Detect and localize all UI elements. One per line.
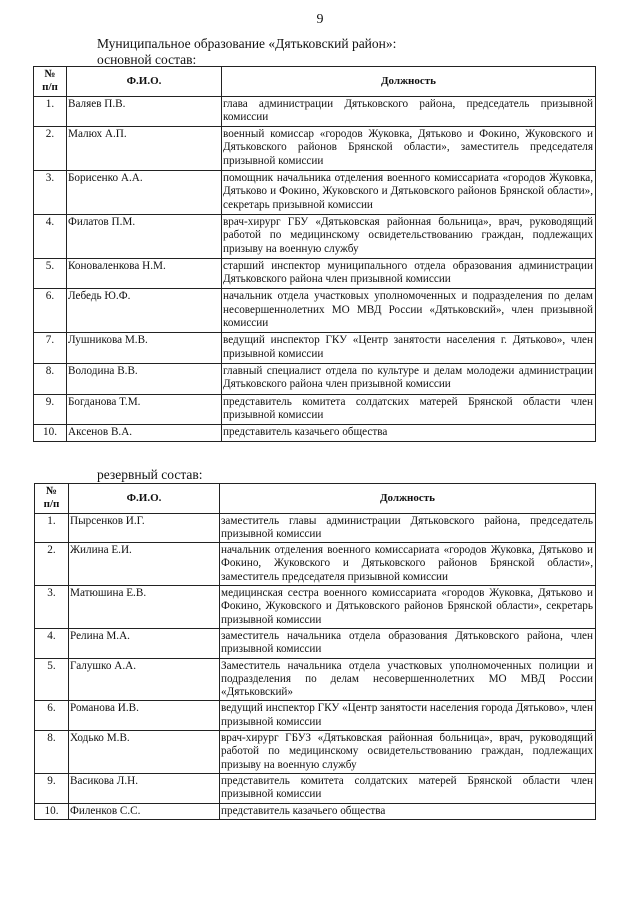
row-number: 5. (34, 258, 67, 289)
main-composition-table (33, 66, 596, 442)
row-number: 9. (34, 394, 67, 425)
member-name: Васикова Л.Н. (69, 773, 220, 803)
table-row (35, 701, 596, 731)
member-position: представитель комитета солдатских матерей Брянской области член призывной комиссии (222, 394, 596, 425)
column-header-position: Должность (222, 67, 596, 97)
member-name: Володина В.В. (67, 363, 222, 394)
member-name: Ходько М.В. (69, 731, 220, 774)
table-row (35, 773, 596, 803)
row-number: 6. (35, 701, 69, 731)
member-name: Валяев П.В. (67, 96, 222, 127)
row-number: 10. (34, 425, 67, 442)
member-name: Галушко А.А. (69, 658, 220, 701)
column-header-name: Ф.И.О. (67, 67, 222, 97)
member-position: глава администрации Дятьковского района, председатель призывной комиссии (222, 96, 596, 127)
member-position: военный комиссар «городов Жуковка, Дятьково и Фокино, Жуковского и Дятьковского районов Брянской области», заместитель председателя призывной комиссии (222, 127, 596, 171)
row-number: 2. (34, 127, 67, 171)
member-name: Лебедь Ю.Ф. (67, 289, 222, 333)
table-row (35, 803, 596, 819)
member-position: представитель комитета солдатских матерей Брянской области член призывной комиссии (220, 773, 596, 803)
member-position: Заместитель начальника отдела участковых уполномоченных полиции и подразделения по делам несовершеннолетних МО МВД России «Дятьковский» (220, 658, 596, 701)
member-position: помощник начальника отделения военного комиссариата «городов Жуковка, Дятьково и Фокино, Жуковского и Дятьковского районов Брянской области», секретарь призывной комиссии (222, 171, 596, 215)
member-position: медицинская сестра военного комиссариата «городов Жуковка, Дятьково и Фокино, Жуковского и Дятьковского районов Брянской области», секретарь призывной комиссии (220, 586, 596, 629)
row-number: 3. (34, 171, 67, 215)
member-position: заместитель главы администрации Дятьковского района, председатель призывной комиссии (220, 513, 596, 543)
member-name: Лушникова М.В. (67, 333, 222, 364)
member-position: врач-хирург ГБУЗ «Дятьковская районная больница», врач, руководящий работой по медицинскому освидетельствованию граждан, подлежащих призыву на военную службу (220, 731, 596, 774)
row-number: 4. (34, 214, 67, 258)
member-position: врач-хирург ГБУ «Дятьковская районная больница», врач, руководящий работой по медицинскому освидетельствованию граждан, подлежащих призыву на военную службу (222, 214, 596, 258)
table-row (34, 214, 596, 258)
row-number: 7. (34, 333, 67, 364)
row-number: 8. (34, 363, 67, 394)
column-header-num: № п/п (34, 67, 67, 97)
table-row (35, 586, 596, 629)
table-row (34, 394, 596, 425)
table-row (35, 658, 596, 701)
table-row (34, 333, 596, 364)
page-number: 9 (316, 12, 324, 27)
member-name: Матюшина Е.В. (69, 586, 220, 629)
table-row (34, 127, 596, 171)
row-number: 1. (34, 96, 67, 127)
table-header-row (34, 67, 596, 97)
member-name: Пырсенков И.Г. (69, 513, 220, 543)
reserve-composition-table (34, 483, 596, 820)
row-number: 8. (35, 731, 69, 774)
row-number: 3. (35, 586, 69, 629)
table-row (35, 628, 596, 658)
member-position: заместитель начальника отдела образования Дятьковского района, член призывной комиссии (220, 628, 596, 658)
column-header-num: № п/п (35, 484, 69, 514)
table-row (35, 513, 596, 543)
table-row (35, 543, 596, 586)
member-name: Богданова Т.М. (67, 394, 222, 425)
member-name: Жилина Е.И. (69, 543, 220, 586)
member-name: Малюх А.П. (67, 127, 222, 171)
row-number: 6. (34, 289, 67, 333)
member-position: главный специалист отдела по культуре и делам молодежи администрации Дятьковского района член призывной комиссии (222, 363, 596, 394)
main-composition-label: основной состав: (97, 52, 197, 67)
member-name: Коноваленкова Н.М. (67, 258, 222, 289)
row-number: 2. (35, 543, 69, 586)
member-position: старший инспектор муниципального отдела образования администрации Дятьковского района член призывной комиссии (222, 258, 596, 289)
member-name: Аксенов В.А. (67, 425, 222, 442)
table-row (34, 363, 596, 394)
row-number: 9. (35, 773, 69, 803)
member-name: Релина М.А. (69, 628, 220, 658)
table-header-row (35, 484, 596, 514)
table-row (34, 258, 596, 289)
table-row (34, 171, 596, 215)
row-number: 4. (35, 628, 69, 658)
member-name: Филатов П.М. (67, 214, 222, 258)
reserve-composition-label: резервный состав: (97, 467, 203, 482)
table-row (35, 731, 596, 774)
row-number: 1. (35, 513, 69, 543)
row-number: 10. (35, 803, 69, 819)
member-position: ведущий инспектор ГКУ «Центр занятости населения города Дятьково», член призывной комиссии (220, 701, 596, 731)
member-name: Романова И.В. (69, 701, 220, 731)
table-row (34, 289, 596, 333)
section-title: Муниципальное образование «Дятьковский район»: (97, 36, 397, 51)
member-position: представитель казачьего общества (220, 803, 596, 819)
table-row (34, 425, 596, 442)
table-row (34, 96, 596, 127)
column-header-name: Ф.И.О. (69, 484, 220, 514)
column-header-position: Должность (220, 484, 596, 514)
member-name: Филенков С.С. (69, 803, 220, 819)
member-position: представитель казачьего общества (222, 425, 596, 442)
member-position: ведущий инспектор ГКУ «Центр занятости населения г. Дятьково», член призывной комиссии (222, 333, 596, 364)
member-name: Борисенко А.А. (67, 171, 222, 215)
row-number: 5. (35, 658, 69, 701)
member-position: начальник отдела участковых уполномоченных и подразделения по делам несовершеннолетних МО МВД России «Дятьковский», член призывной комиссии (222, 289, 596, 333)
member-position: начальник отделения военного комиссариата «городов Жуковка, Дятьково и Фокино, Жуковского и Дятьковского районов Брянской области», заместитель председателя призывной комиссии (220, 543, 596, 586)
